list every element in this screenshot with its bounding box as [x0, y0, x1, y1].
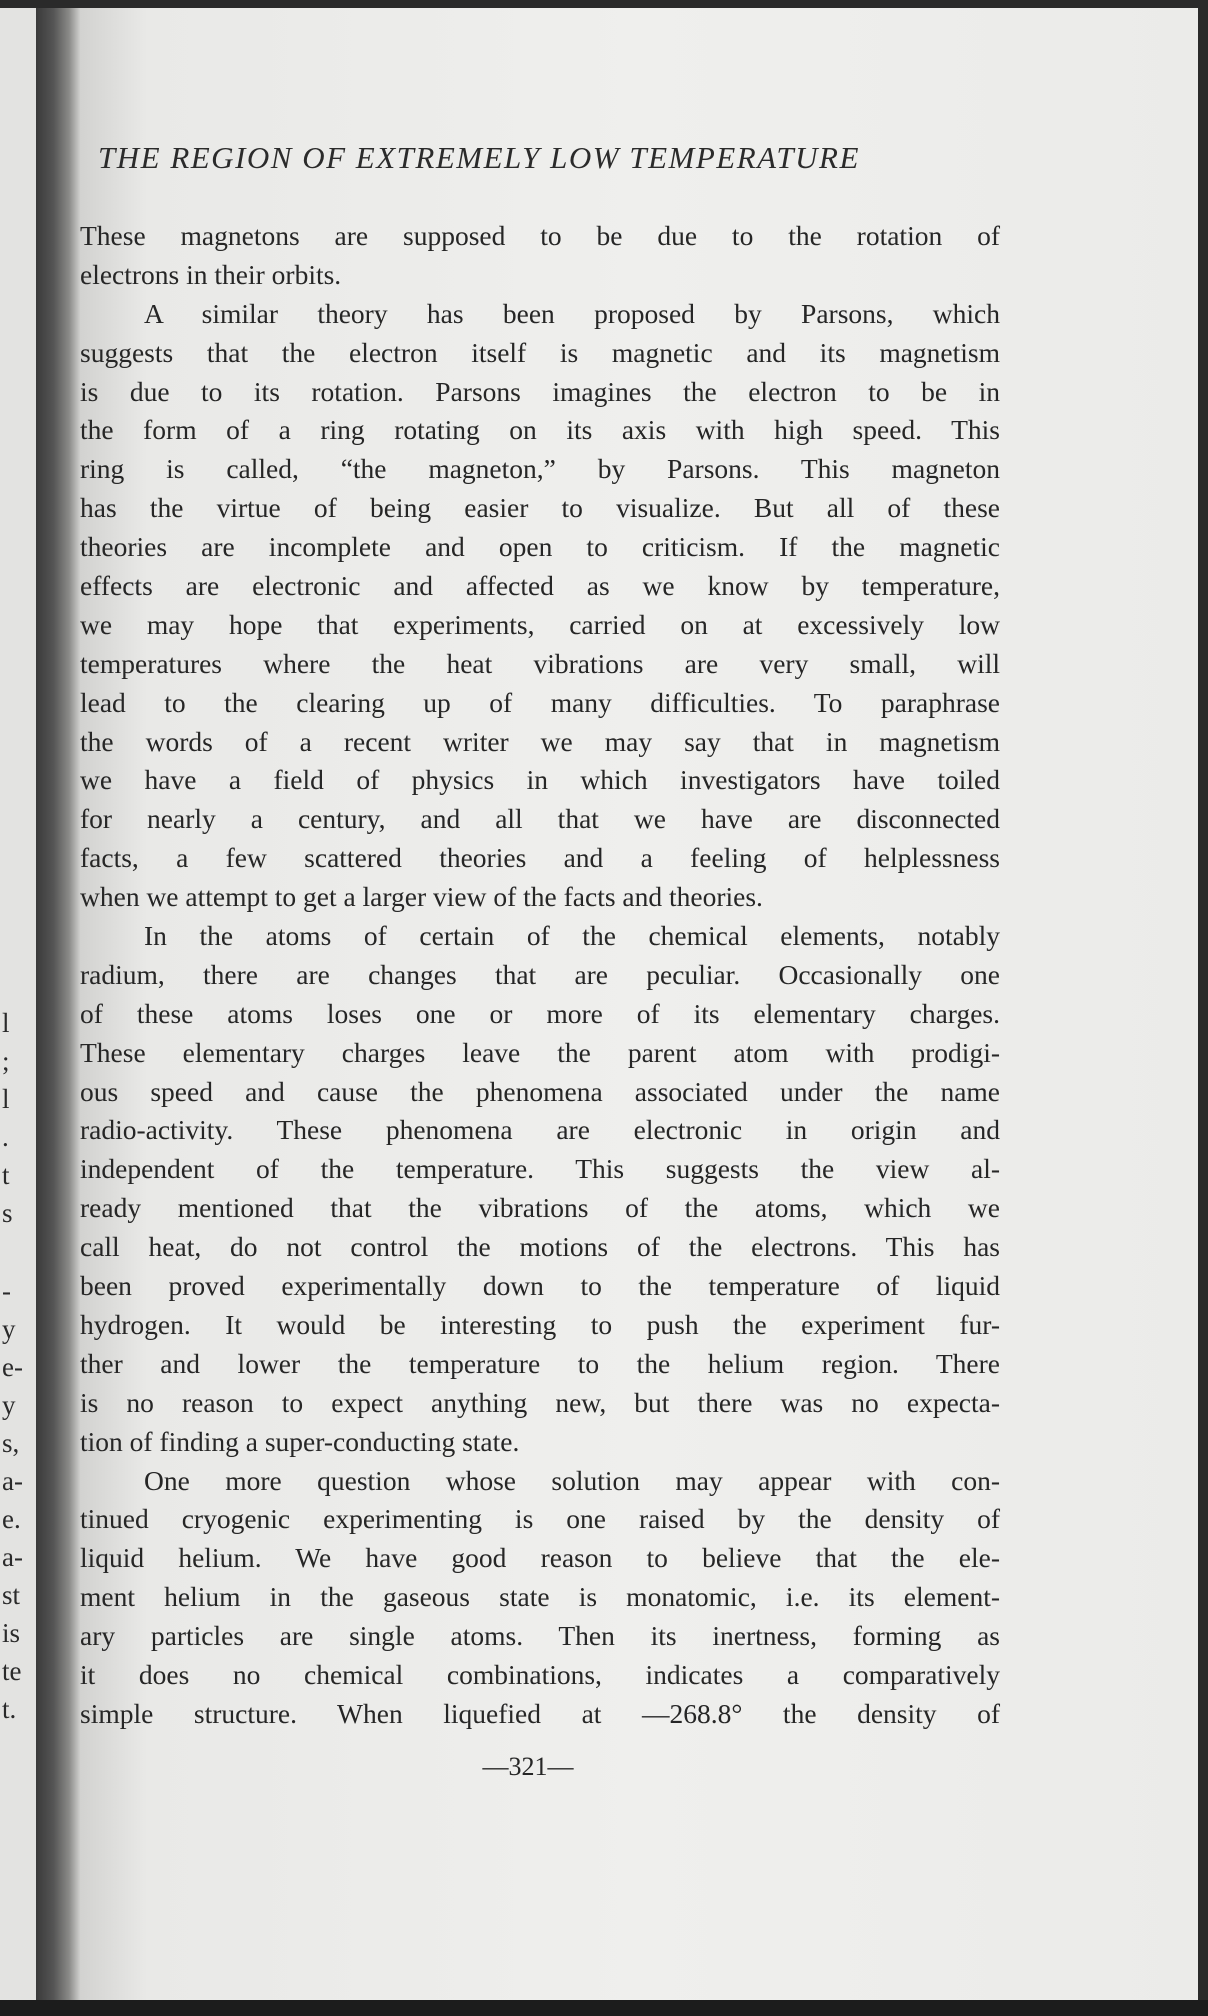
book-gutter-shadow: [36, 8, 80, 2000]
text-line: of these atoms loses one or more of its elementary charges.: [80, 997, 1000, 1029]
facing-fragment: e-: [2, 1352, 23, 1382]
page-number: —321—: [482, 1752, 574, 1781]
facing-fragment: l: [2, 1008, 10, 1038]
text-line: it does no chemical combinations, indicates a comparatively: [80, 1658, 1000, 1690]
text-line: One more question whose solution may appear with con-: [144, 1464, 1000, 1496]
facing-fragment: a-: [2, 1542, 23, 1572]
text-line: tion of finding a super-conducting state.: [80, 1425, 520, 1457]
text-line: the form of a ring rotating on its axis with high speed. This: [80, 414, 1000, 446]
facing-fragment: t.: [2, 1694, 17, 1724]
facing-fragment: y: [2, 1390, 16, 1420]
facing-fragment: st: [2, 1580, 21, 1610]
facing-fragment: te: [2, 1656, 22, 1686]
scan-bottom-border: [0, 2000, 1208, 2016]
text-line: the words of a recent writer we may say that in magnetism: [80, 725, 1000, 757]
text-line: ment helium in the gaseous state is monatomic, i.e. its element-: [80, 1581, 1000, 1613]
text-line: for nearly a century, and all that we have are disconnected: [80, 803, 1000, 835]
text-line: facts, a few scattered theories and a feeling of helplessness: [80, 842, 1000, 874]
facing-fragment: -: [2, 1276, 11, 1306]
text-line: suggests that the electron itself is magnetic and its magnetism: [80, 336, 1000, 368]
scan-right-border: [1198, 0, 1208, 2016]
text-line: been proved experimentally down to the temperature of liquid: [80, 1270, 1000, 1302]
text-line: hydrogen. It would be interesting to push the experiment fur-: [80, 1308, 1000, 1340]
text-line: A similar theory has been proposed by Parsons, which: [144, 297, 1000, 329]
text-line: simple structure. When liquefied at —268.8° the density of: [80, 1697, 1000, 1729]
text-line: ary particles are single atoms. Then its inertness, forming as: [80, 1620, 1000, 1652]
text-line: is no reason to expect anything new, but there was no expecta-: [80, 1386, 1000, 1418]
facing-fragment: t: [2, 1160, 10, 1190]
text-line: electrons in their orbits.: [80, 258, 342, 290]
facing-fragment: s,: [2, 1428, 20, 1458]
text-line: ther and lower the temperature to the helium region. There: [80, 1347, 1000, 1379]
text-line: is due to its rotation. Parsons imagines the electron to be in: [80, 375, 1000, 407]
text-line: we have a field of physics in which investigators have toiled: [80, 764, 1000, 796]
text-line: liquid helium. We have good reason to believe that the ele-: [80, 1542, 1000, 1574]
facing-fragment: l: [2, 1084, 10, 1114]
text-line: lead to the clearing up of many difficulties. To paraphrase: [80, 686, 1000, 718]
running-head: THE REGION OF EXTREMELY LOW TEMPERATURE: [98, 140, 860, 175]
text-line: effects are electronic and affected as we know by temperature,: [80, 570, 1000, 602]
text-line: temperatures where the heat vibrations are very small, will: [80, 647, 1000, 679]
text-line: has the virtue of being easier to visualize. But all of these: [80, 492, 1000, 524]
text-line: call heat, do not control the motions of the electrons. This has: [80, 1231, 1000, 1263]
text-line: In the atoms of certain of the chemical elements, notably: [144, 920, 1000, 952]
facing-fragment: e.: [2, 1504, 21, 1534]
text-line: independent of the temperature. This suggests the view al-: [80, 1153, 1000, 1185]
page-body-text: [80, 217, 1000, 1734]
text-line: we may hope that experiments, carried on at excessively low: [80, 608, 1000, 640]
facing-fragment: .: [2, 1122, 9, 1152]
scan-top-border: [0, 0, 1208, 8]
text-line: ous speed and cause the phenomena associated under the name: [80, 1075, 1000, 1107]
text-line: ready mentioned that the vibrations of the atoms, which we: [80, 1192, 1000, 1224]
facing-fragment: is: [2, 1618, 21, 1648]
text-line: tinued cryogenic experimenting is one raised by the density of: [80, 1503, 1000, 1535]
facing-page-edge: [0, 8, 36, 2000]
text-line: radio-activity. These phenomena are electronic in origin and: [80, 1114, 1000, 1146]
text-line: These magnetons are supposed to be due to the rotation of: [80, 220, 1000, 251]
text-line: ring is called, “the magneton,” by Parsons. This magneton: [80, 453, 1000, 485]
facing-fragment: a-: [2, 1466, 23, 1496]
facing-fragment: ;: [2, 1046, 10, 1076]
facing-fragment: s: [2, 1198, 13, 1228]
text-line: radium, there are changes that are peculiar. Occasionally one: [80, 958, 1000, 990]
text-line: when we attempt to get a larger view of the facts and theories.: [80, 881, 763, 913]
text-line: theories are incomplete and open to criticism. If the magnetic: [80, 531, 1000, 563]
facing-fragment: y: [2, 1314, 16, 1344]
text-line: These elementary charges leave the parent atom with prodigi-: [80, 1036, 1000, 1068]
